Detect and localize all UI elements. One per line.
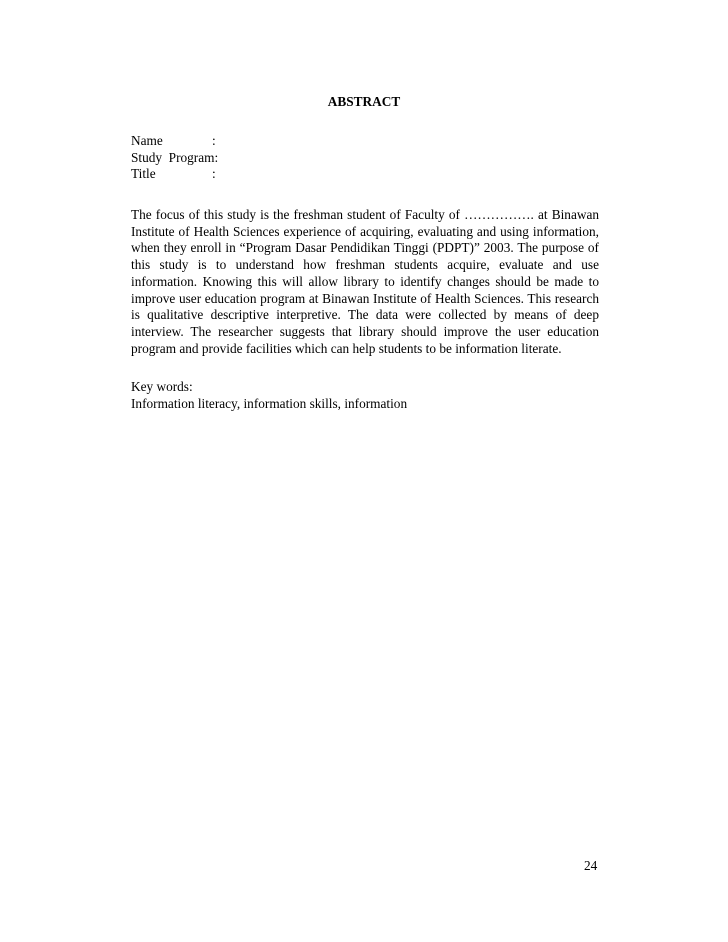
keywords-list: Information literacy, information skills, information xyxy=(131,395,408,411)
metadata-fields xyxy=(131,133,218,183)
field-name-colon: : xyxy=(212,133,216,148)
abstract-heading: ABSTRACT xyxy=(327,94,401,109)
field-study-program-colon: : xyxy=(214,149,219,165)
field-title-label: Title xyxy=(131,166,156,181)
field-title-colon: : xyxy=(212,166,216,181)
field-study-program-row xyxy=(131,150,218,167)
keywords-label: Key words: xyxy=(131,379,193,394)
abstract-body-paragraph: The focus of this study is the freshman student of Faculty of ……………. at Binawan Institute of Health Sciences experience of acquiring, evaluating and using information, when they enroll in “Program Dasar Pendidikan Tinggi (PDPT)” 2003. The purpose of this study is to understand how freshman students acquire, evaluate and use information. Knowing this will allow library to identify changes should be made to improve user education program at Binawan Institute of Health Sciences. This research is qualitative descriptive interpretive. The data were collected by means of deep interview. The researcher suggests that library should improve the user education program and provide facilities which can help students to be information literate. xyxy=(131,207,599,356)
field-name-row xyxy=(131,133,218,150)
field-title-row xyxy=(131,166,218,183)
field-study-program-label: Study Program xyxy=(131,149,215,165)
page-number: 24 xyxy=(584,858,598,873)
keywords-section xyxy=(131,379,407,412)
field-name-label: Name xyxy=(131,133,163,148)
